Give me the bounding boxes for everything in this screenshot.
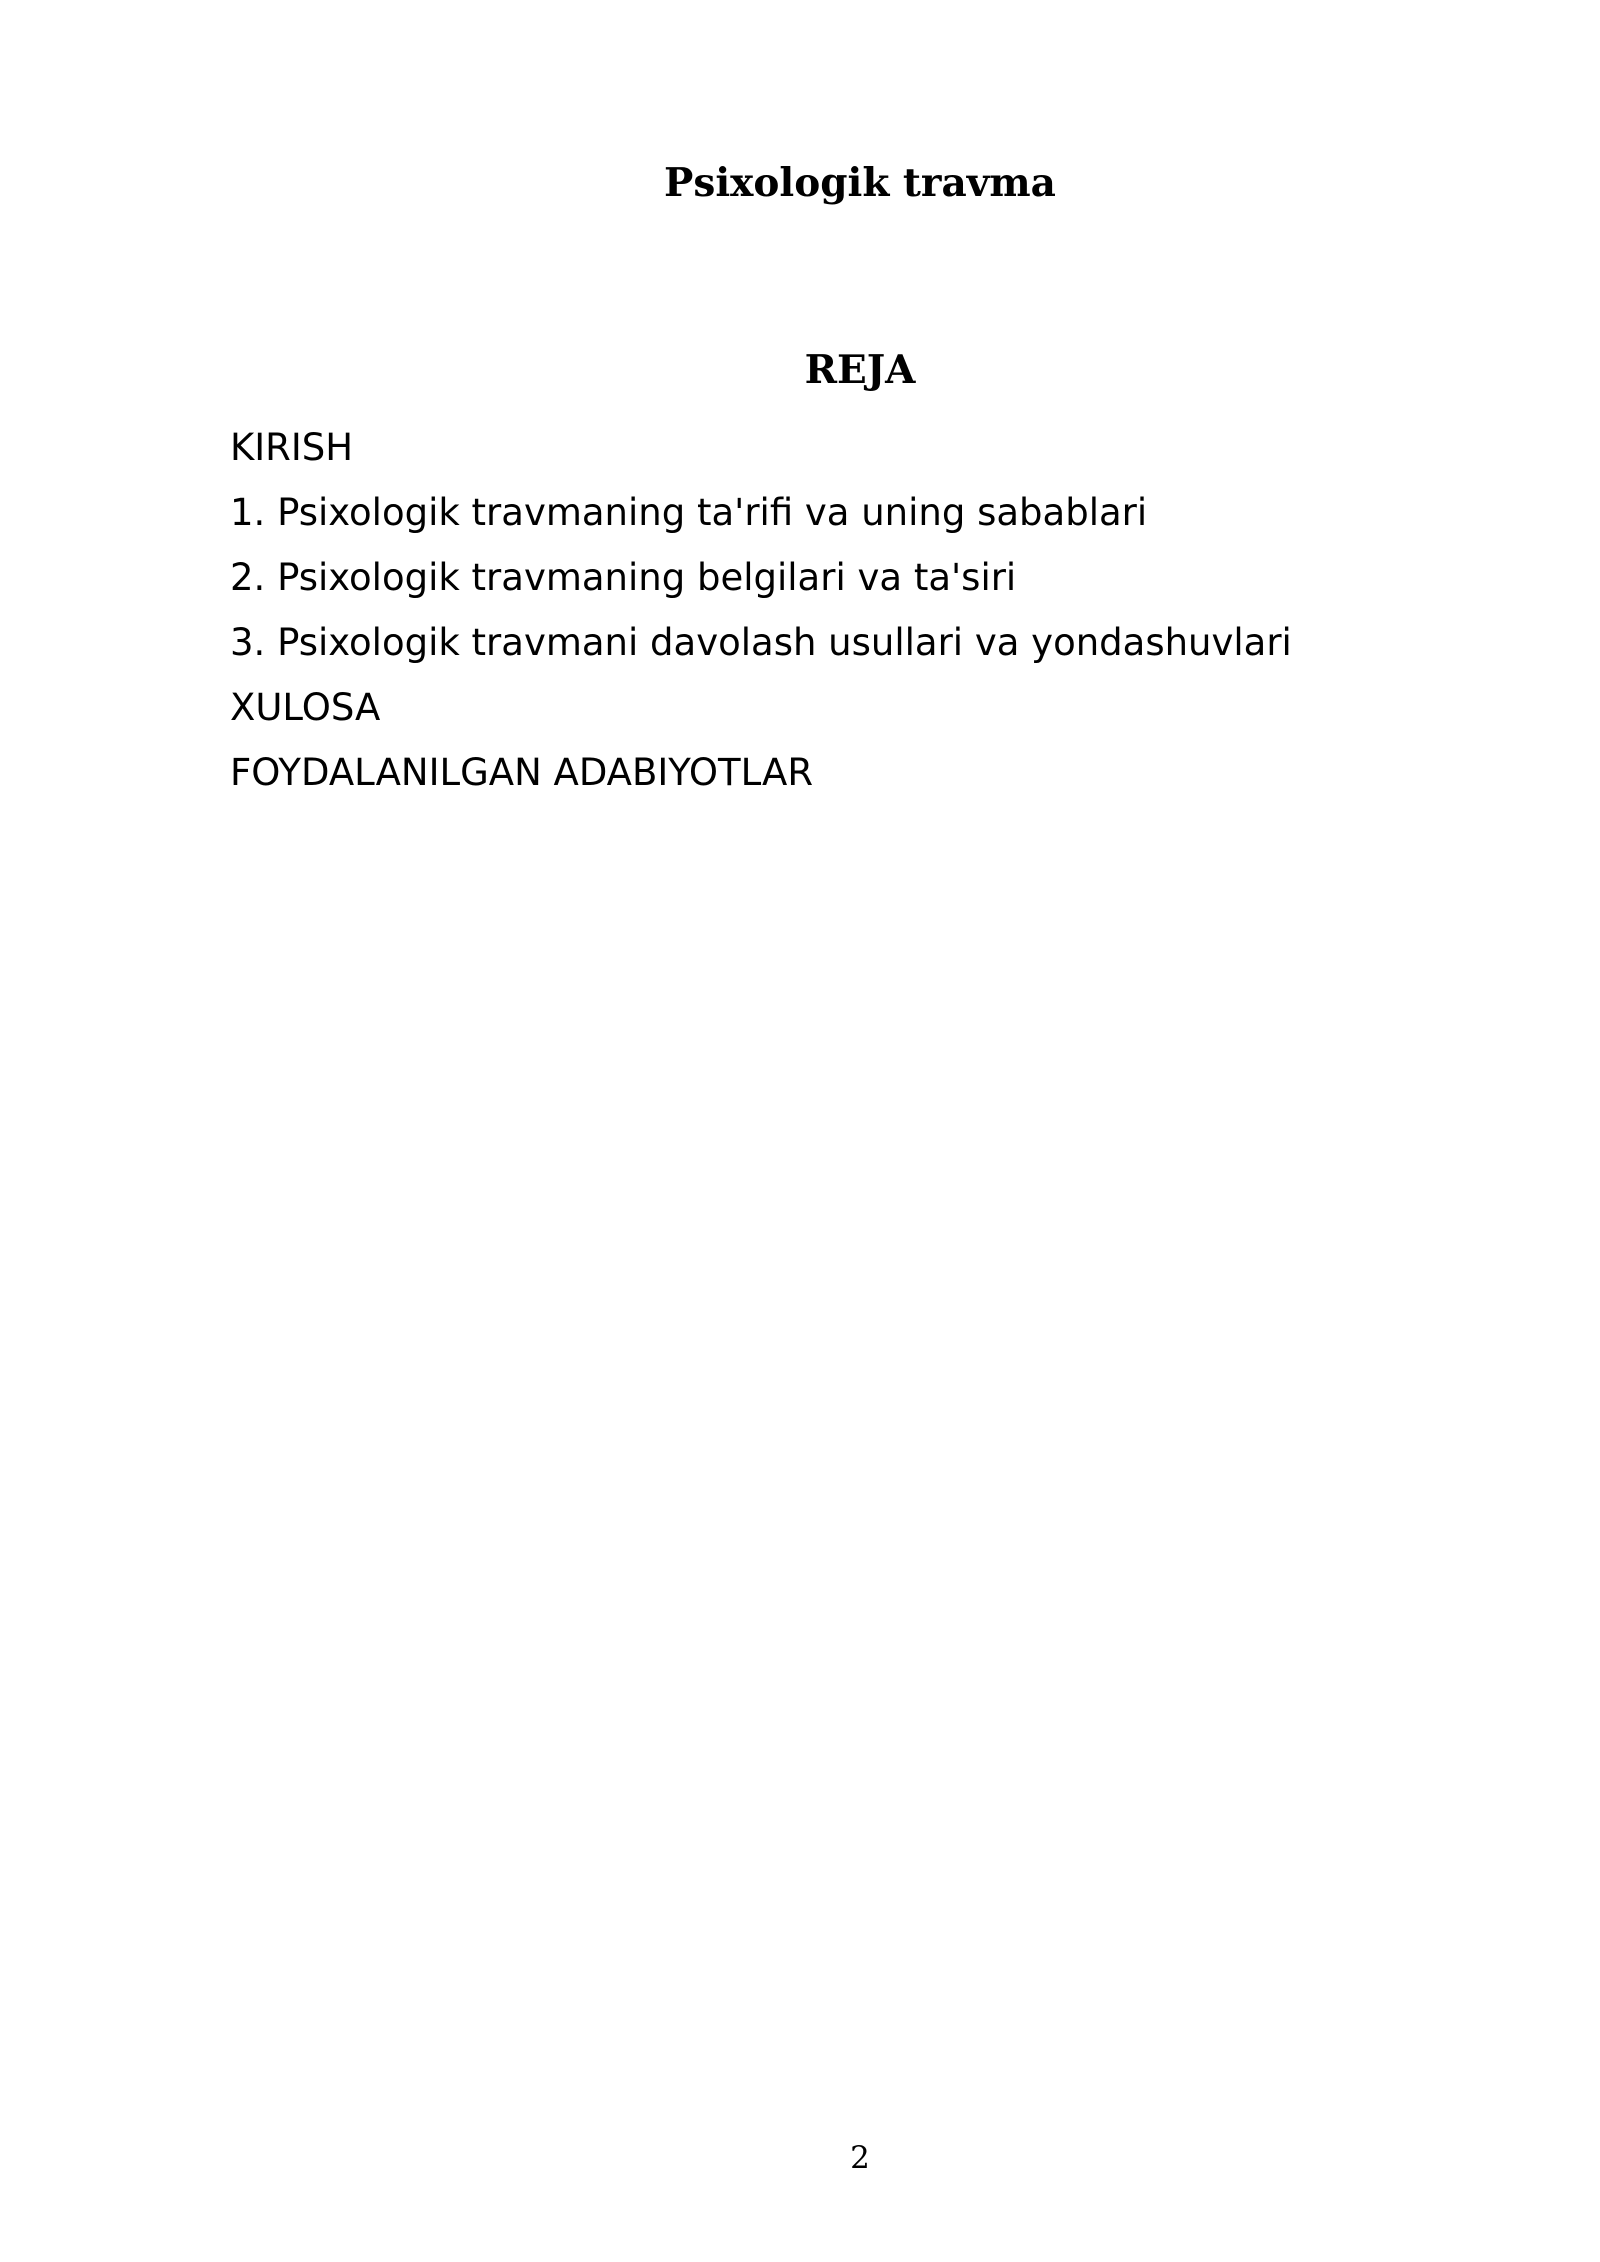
page-number: 2	[850, 2140, 870, 2176]
plan-item-conclusion: XULOSA	[230, 686, 381, 729]
plan-item-references: FOYDALANILGAN ADABIYOTLAR	[230, 751, 814, 794]
plan-heading: REJA	[804, 347, 916, 393]
plan-list	[230, 415, 1480, 805]
plan-item-section-2: 2. Psixologik travmaning belgilari va ta'siri	[230, 556, 1017, 599]
document-title: Psixologik travma	[664, 160, 1056, 206]
plan-item-section-3: 3. Psixologik travmani davolash usullari va yondashuvlari	[230, 621, 1292, 664]
plan-item-section-1: 1. Psixologik travmaning ta'rifi va uning sabablari	[230, 491, 1148, 534]
plan-item-introduction: KIRISH	[230, 426, 354, 469]
